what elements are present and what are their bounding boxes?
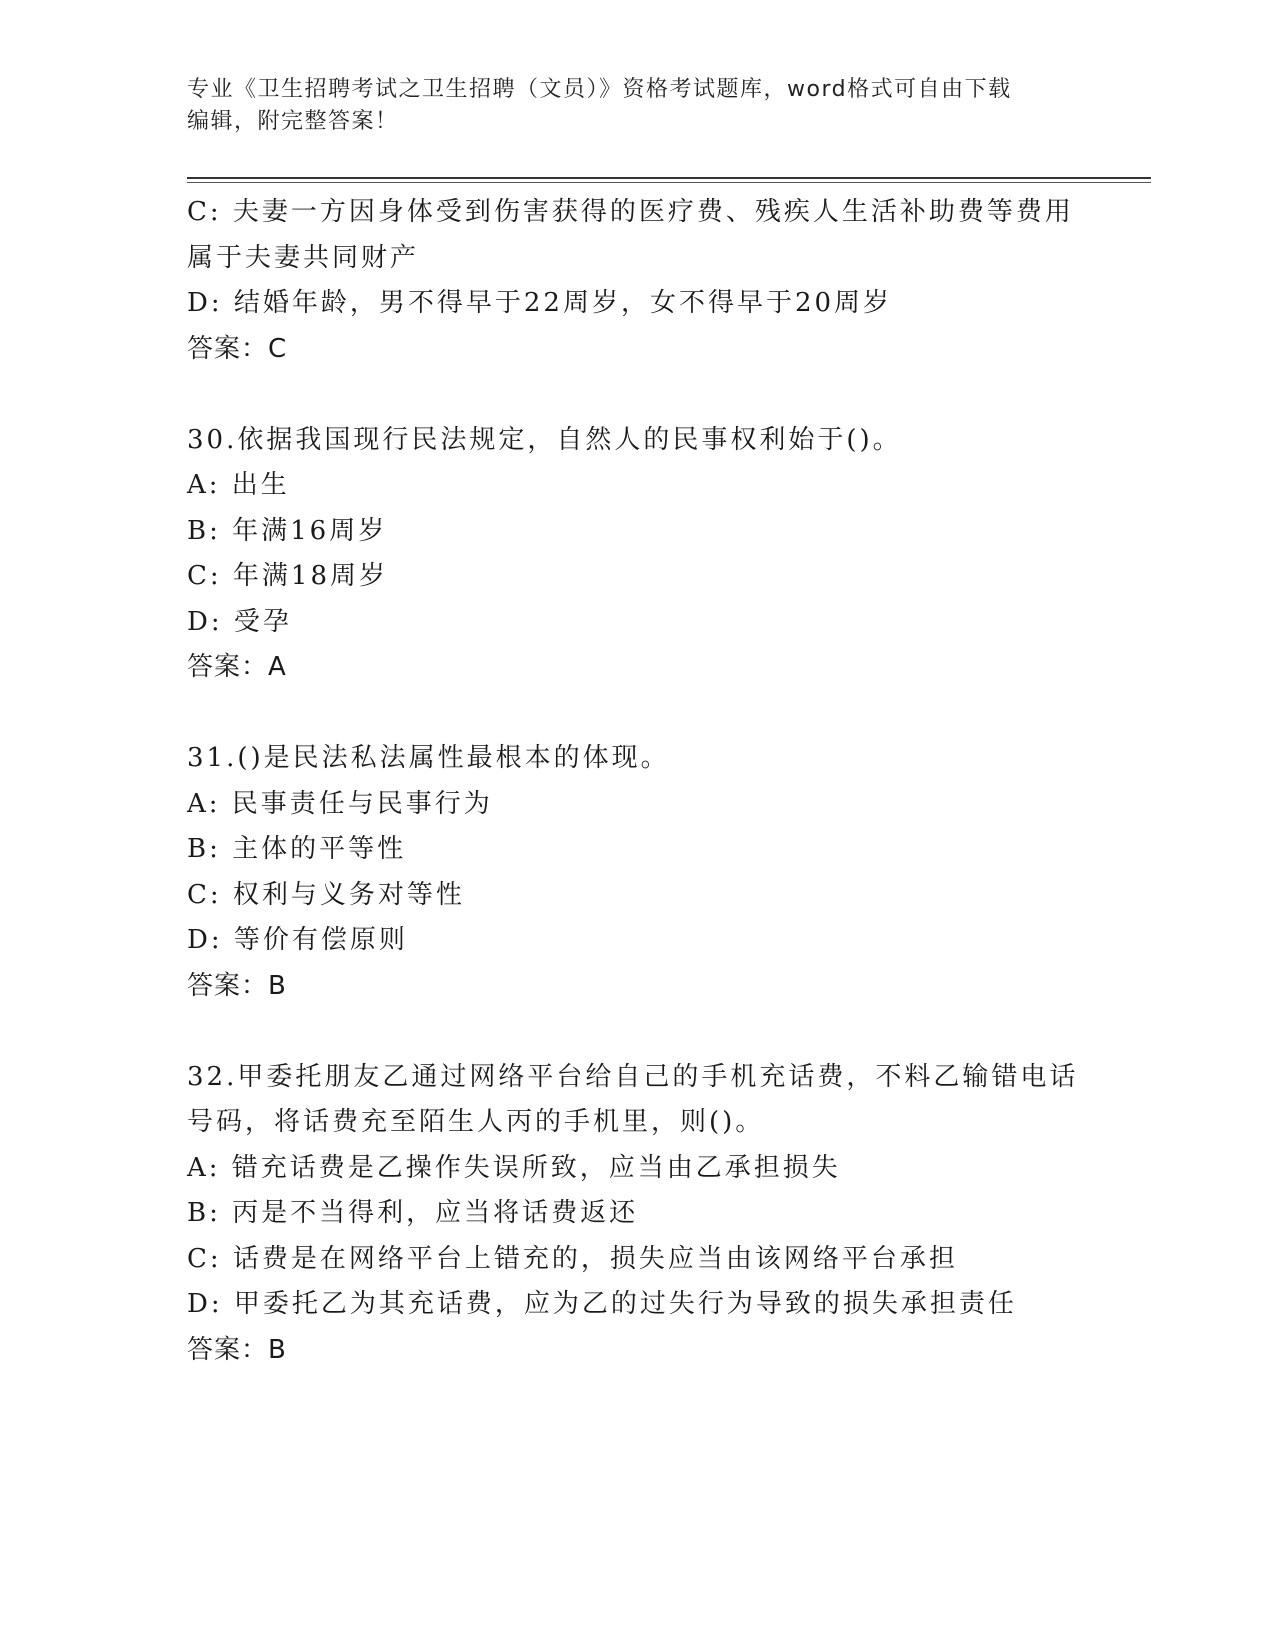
header-line-2: 编辑，附完整答案！ xyxy=(187,109,399,134)
option-b: B: 丙是不当得利，应当将话费返还 xyxy=(187,1198,639,1228)
header-divider-thin xyxy=(187,182,1151,183)
question-31 xyxy=(187,736,1087,1009)
option-a: A: 民事责任与民事行为 xyxy=(187,788,493,819)
question-stem-continued: 号码，将话费充至陌生人丙的手机里，则()。 xyxy=(187,1107,765,1137)
document-header xyxy=(187,74,1067,138)
question-stem: 31.()是民法私法属性最根本的体现。 xyxy=(187,743,670,773)
option-c: C: 权利与义务对等性 xyxy=(187,879,465,910)
question-30 xyxy=(187,418,1087,691)
option-c: C: 话费是在网络平台上错充的，损失应当由该网络平台承担 xyxy=(187,1243,958,1274)
answer: 答案：A xyxy=(187,652,287,682)
option-c-continued: 属于夫妻共同财产 xyxy=(187,242,420,273)
prev-question-block xyxy=(187,190,1087,372)
option-c: C: 年满18周岁 xyxy=(187,561,389,591)
question-stem: 30.依据我国现行民法规定，自然人的民事权利始于()。 xyxy=(187,424,902,455)
option-d: D: 受孕 xyxy=(187,606,292,637)
option-c: C: 夫妻一方因身体受到伤害获得的医疗费、残疾人生活补助费等费用 xyxy=(187,197,1074,227)
option-d: D: 甲委托乙为其充话费，应为乙的过失行为导致的损失承担责任 xyxy=(187,1289,1017,1319)
question-stem: 32.甲委托朋友乙通过网络平台给自己的手机充话费，不料乙输错电话 xyxy=(187,1061,1079,1092)
option-a: A: 错充话费是乙操作失误所致，应当由乙承担损失 xyxy=(187,1152,841,1183)
spacer xyxy=(187,372,1087,418)
answer: 答案：B xyxy=(187,1334,287,1365)
question-content xyxy=(187,190,1087,1373)
spacer xyxy=(187,691,1087,737)
header-divider-thick xyxy=(187,177,1151,179)
answer: 答案：C xyxy=(187,333,288,364)
spacer xyxy=(187,1009,1087,1055)
option-b: B: 主体的平等性 xyxy=(187,834,407,864)
option-b: B: 年满16周岁 xyxy=(187,515,388,546)
option-a: A: 出生 xyxy=(187,470,290,500)
answer: 答案：B xyxy=(187,970,287,1001)
header-line-1: 专业《卫生招聘考试之卫生招聘（文员）》资格考试题库，word格式可自由下载 xyxy=(187,77,1012,102)
option-d: D: 等价有偿原则 xyxy=(187,925,408,955)
option-d: D: 结婚年龄，男不得早于22周岁，女不得早于20周岁 xyxy=(187,288,893,318)
question-32 xyxy=(187,1055,1087,1374)
